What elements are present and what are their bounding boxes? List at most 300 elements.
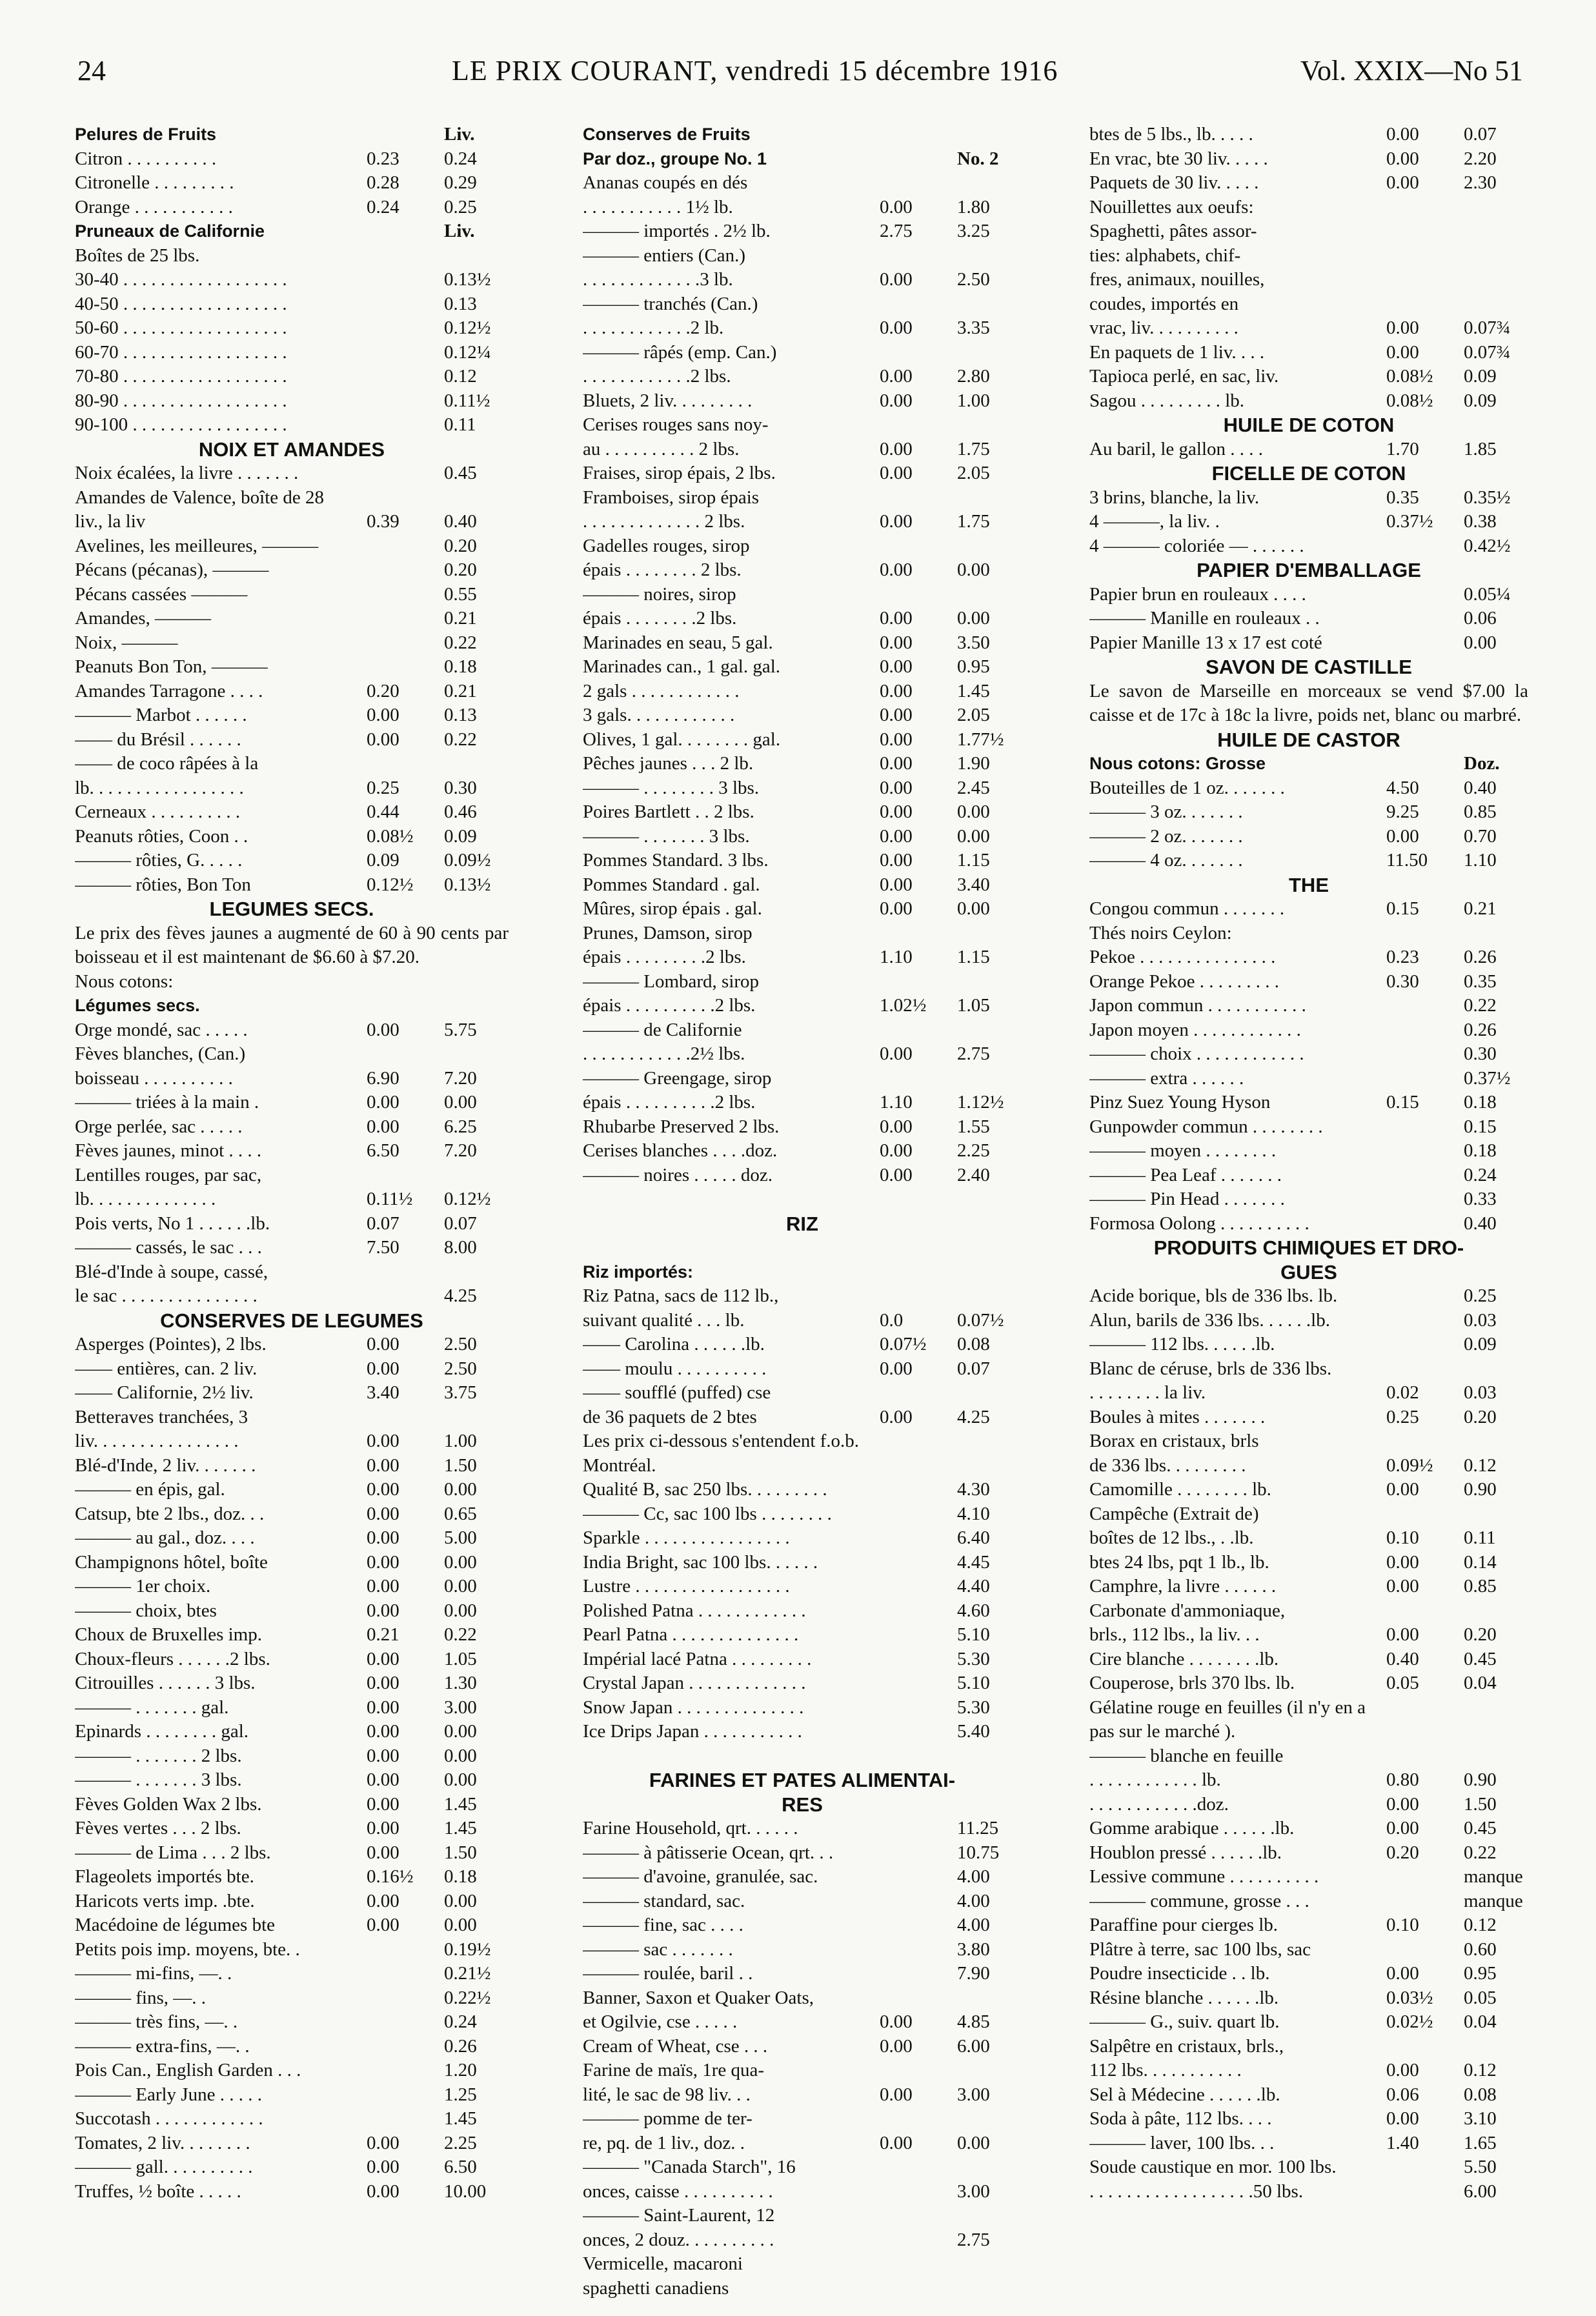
item-label: ——— Pin Head . . . . . . . xyxy=(1089,1189,1285,1209)
price-low: 0.44 xyxy=(367,801,399,822)
price-low: 0.00 xyxy=(367,1648,399,1669)
price-low: 0.00 xyxy=(367,1503,399,1524)
price-low: 0.11½ xyxy=(367,1189,413,1209)
item-label: coudes, importés en xyxy=(1089,293,1239,314)
price-row xyxy=(75,244,509,268)
price-row xyxy=(583,2131,1022,2156)
item-label: de 336 lbs. . . . . . . . . xyxy=(1089,1455,1246,1476)
item-label: ——— . . . . . . . . 3 lbs. xyxy=(583,777,760,798)
price-high: 7.20 xyxy=(444,1067,477,1089)
price-row xyxy=(75,1696,509,1720)
item-label: —— du Brésil . . . . . . xyxy=(75,729,241,750)
price-high: 2.50 xyxy=(957,269,990,290)
price-high: 1.15 xyxy=(957,947,990,967)
price-row xyxy=(75,1744,509,1769)
paragraph: Le savon de Marseille en morceaux se vend $7.00 la caisse et de 17c à 18c la livre, poids net, blanc ou marbré. xyxy=(1089,680,1528,725)
item-label: Lustre . . . . . . . . . . . . . . . . . xyxy=(583,1576,790,1596)
price-high: 0.13 xyxy=(444,293,477,314)
price-high: 3.25 xyxy=(957,221,990,241)
price-row xyxy=(1089,1962,1528,1986)
price-high: 0.11 xyxy=(444,414,476,435)
price-row xyxy=(583,534,1022,559)
price-low: 0.00 xyxy=(880,680,913,701)
price-high: 6.40 xyxy=(957,1527,990,1548)
price-high: 6.00 xyxy=(1464,2180,1497,2202)
price-row xyxy=(583,921,1022,946)
price-low: 0.00 xyxy=(367,1673,399,1693)
price-row xyxy=(1089,1551,1528,1575)
price-high: 2.30 xyxy=(1464,172,1497,193)
price-low: 0.06 xyxy=(1386,2084,1419,2105)
price-high: 0.90 xyxy=(1464,1479,1497,1500)
price-high: 6.00 xyxy=(957,2035,990,2057)
price-low: 0.00 xyxy=(367,1915,399,1935)
subheading-row xyxy=(583,123,1022,147)
item-label: ——— fine, sac . . . . xyxy=(583,1915,743,1935)
price-row xyxy=(583,1575,1022,1599)
price-high: 5.00 xyxy=(444,1527,477,1548)
item-label: ——— G., suiv. quart lb. xyxy=(1089,2011,1280,2032)
price-high: 0.30 xyxy=(444,777,477,798)
section-heading: CONSERVES DE LEGUMES xyxy=(160,1309,423,1332)
price-high: 2.40 xyxy=(957,1164,990,1185)
item-label: Papier Manille 13 x 17 est coté xyxy=(1089,632,1322,653)
price-high: 3.00 xyxy=(957,2180,990,2202)
item-label: ——— au gal., doz. . . . xyxy=(75,1527,255,1548)
item-label: Alun, barils de 336 lbs. . . . . .lb. xyxy=(1089,1309,1330,1331)
price-low: 0.00 xyxy=(880,366,913,387)
price-row xyxy=(1089,316,1528,341)
item-label: ——— . . . . . . . gal. xyxy=(75,1697,229,1718)
price-high: 0.14 xyxy=(1464,1551,1497,1573)
price-high: 0.25 xyxy=(444,196,477,217)
item-label: au . . . . . . . . . . 2 lbs. xyxy=(583,438,740,459)
item-label: Salpêtre en cristaux, brls., xyxy=(1089,2035,1284,2057)
price-low: 0.02 xyxy=(1386,1382,1419,1403)
price-high: 1.05 xyxy=(957,995,990,1016)
price-low: 6.50 xyxy=(367,1140,399,1161)
item-label: Petits pois imp. moyens, bte. . xyxy=(75,1938,300,1960)
price-row xyxy=(1089,1986,1528,2011)
price-high: 0.29 xyxy=(444,172,477,193)
price-high: 0.18 xyxy=(444,656,477,677)
price-low: 0.00 xyxy=(880,874,913,895)
price-row xyxy=(75,607,509,631)
price-row xyxy=(1089,1309,1528,1333)
item-label: Soude caustique en mor. 100 lbs. xyxy=(1089,2157,1337,2177)
price-high: 0.00 xyxy=(444,1769,477,1790)
price-row xyxy=(583,1696,1022,1720)
price-row xyxy=(583,292,1022,317)
price-row xyxy=(75,776,509,801)
price-high: 0.00 xyxy=(1464,632,1497,653)
price-row xyxy=(583,1720,1022,1744)
price-high: 0.18 xyxy=(444,1866,477,1887)
price-row xyxy=(75,1502,509,1527)
price-row xyxy=(583,1018,1022,1043)
price-low: 9.25 xyxy=(1386,801,1419,822)
price-high: 3.40 xyxy=(957,874,990,895)
price-column-2 xyxy=(583,123,1022,2301)
item-label: Gadelles rouges, sirop xyxy=(583,535,750,556)
item-label: En paquets de 1 liv. . . . xyxy=(1089,341,1265,363)
item-label: Les prix ci-dessous s'entendent f.o.b. xyxy=(583,1431,860,1451)
price-low: 2.75 xyxy=(880,221,913,241)
price-row xyxy=(583,171,1022,196)
price-high: 0.85 xyxy=(1464,1576,1497,1596)
price-high: 0.08 xyxy=(957,1334,990,1354)
item-label: re, pq. de 1 liv., doz. . xyxy=(583,2132,745,2153)
price-row xyxy=(583,631,1022,656)
price-high: 0.60 xyxy=(1464,1938,1497,1960)
price-row xyxy=(1089,583,1528,607)
price-row xyxy=(1089,631,1528,656)
price-low: 0.00 xyxy=(880,777,913,798)
price-high: 0.00 xyxy=(444,1576,477,1596)
price-row xyxy=(75,1357,509,1382)
price-low: 0.00 xyxy=(367,1721,399,1742)
price-high: 0.12½ xyxy=(444,1189,491,1209)
subheading-unit: Liv. xyxy=(444,124,475,145)
item-label: pas sur le marché ). xyxy=(1089,1721,1236,1742)
price-low: 0.00 xyxy=(1386,1818,1419,1838)
item-label: ——— fins, —. . xyxy=(75,1987,206,2008)
price-row xyxy=(75,1042,509,1067)
item-label: Au baril, le gallon . . . . xyxy=(1089,438,1264,459)
price-row xyxy=(583,1115,1022,1140)
item-label: Montréal. xyxy=(583,1455,656,1476)
price-row xyxy=(583,438,1022,462)
item-label: Pearl Patna . . . . . . . . . . . . . . xyxy=(583,1624,799,1645)
price-row xyxy=(75,583,509,607)
item-label: Choux de Bruxelles imp. xyxy=(75,1624,262,1645)
price-high: 0.09 xyxy=(1464,1334,1497,1354)
price-high: 1.25 xyxy=(444,2084,477,2105)
price-row xyxy=(1089,147,1528,172)
item-label: ——— entiers (Can.) xyxy=(583,245,746,266)
price-row xyxy=(75,316,509,341)
price-high: 0.90 xyxy=(1464,1769,1497,1790)
item-label: Pois verts, No 1 . . . . . .lb. xyxy=(75,1213,270,1234)
item-label: Polished Patna . . . . . . . . . . . . xyxy=(583,1600,806,1621)
price-high: 0.00 xyxy=(444,1745,477,1766)
item-label: Citronelle . . . . . . . . . xyxy=(75,172,234,193)
price-row xyxy=(583,1139,1022,1163)
price-row xyxy=(583,1163,1022,1188)
item-label: btes de 5 lbs., lb. . . . . xyxy=(1089,124,1253,145)
price-high: 1.75 xyxy=(957,511,990,532)
price-row xyxy=(75,1671,509,1696)
price-low: 1.40 xyxy=(1386,2132,1419,2153)
price-high: 1.90 xyxy=(957,753,990,774)
item-label: Congou commun . . . . . . . xyxy=(1089,898,1285,919)
price-row xyxy=(75,2107,509,2131)
price-row xyxy=(1089,244,1528,268)
item-label: Résine blanche . . . . . .lb. xyxy=(1089,1987,1279,2008)
price-low: 0.00 xyxy=(367,2157,399,2177)
item-label: Macédoine de légumes bte xyxy=(75,1915,276,1935)
price-high: 0.05 xyxy=(1464,1987,1497,2008)
price-low: 0.28 xyxy=(367,172,399,193)
item-label: Sparkle . . . . . . . . . . . . . . . . xyxy=(583,1527,790,1548)
item-label: . . . . . . . . . . . . .3 lb. xyxy=(583,269,733,290)
item-label: Gélatine rouge en feuilles (il n'y en a xyxy=(1089,1697,1366,1718)
item-label: —— Carolina . . . . . .lb. xyxy=(583,1334,765,1354)
price-high: 0.22 xyxy=(444,1624,477,1645)
item-label: Farine Household, qrt. . . . . . xyxy=(583,1818,798,1838)
price-row xyxy=(583,1526,1022,1551)
section-heading: SAVON DE CASTILLE xyxy=(1206,656,1412,678)
price-low: 0.00 xyxy=(880,1043,913,1064)
price-low: 0.20 xyxy=(367,680,399,701)
item-label: ——— noires . . . . . doz. xyxy=(583,1164,773,1185)
price-low: 0.08½ xyxy=(1386,390,1433,411)
price-row xyxy=(583,703,1022,728)
section-heading: THE xyxy=(1289,873,1329,896)
price-high: 0.20 xyxy=(1464,1406,1497,1427)
price-row xyxy=(75,1720,509,1744)
price-low: 0.00 xyxy=(880,196,913,217)
price-row xyxy=(1089,825,1528,849)
price-row xyxy=(583,1042,1022,1067)
price-low: 0.00 xyxy=(880,2011,913,2032)
price-high: 1.50 xyxy=(444,1842,477,1863)
price-high: 0.18 xyxy=(1464,1092,1497,1113)
price-high: 0.30 xyxy=(1464,1043,1497,1064)
price-low: 0.15 xyxy=(1386,1092,1419,1113)
item-label: . . . . . . . . . . . .2½ lbs. xyxy=(583,1043,745,1064)
price-row xyxy=(583,1091,1022,1115)
price-row xyxy=(75,1647,509,1672)
price-row xyxy=(1089,389,1528,414)
price-row xyxy=(1089,1333,1528,1357)
price-high: 1.75 xyxy=(957,438,990,459)
price-row xyxy=(583,655,1022,680)
price-row xyxy=(583,219,1022,244)
price-high: 0.46 xyxy=(444,801,477,822)
item-label: ——— très fins, —. . xyxy=(75,2011,238,2032)
price-high: 5.30 xyxy=(957,1697,990,1718)
price-high: 0.21 xyxy=(1464,898,1497,919)
price-row xyxy=(1089,1163,1528,1188)
item-label: Cerises rouges sans noy- xyxy=(583,414,769,435)
price-row xyxy=(583,316,1022,341)
price-high: 4.85 xyxy=(957,2011,990,2032)
item-label: ——— de Californie xyxy=(583,1019,742,1040)
price-high: 0.12 xyxy=(444,366,477,387)
price-row xyxy=(75,1575,509,1599)
price-row xyxy=(75,365,509,389)
price-row xyxy=(1089,1091,1528,1115)
price-low: 0.00 xyxy=(880,729,913,750)
price-low: 0.03½ xyxy=(1386,1987,1433,2008)
price-high: 1.65 xyxy=(1464,2132,1497,2153)
item-label: Cire blanche . . . . . . . .lb. xyxy=(1089,1648,1279,1669)
price-high: 1.30 xyxy=(444,1673,477,1693)
page-number: 24 xyxy=(77,55,106,86)
price-row xyxy=(583,1429,1022,1454)
price-high: 0.22 xyxy=(1464,995,1497,1016)
spacer xyxy=(583,1236,1022,1260)
section-heading: NOIX ET AMANDES xyxy=(198,438,385,461)
item-label: Carbonate d'ammoniaque, xyxy=(1089,1600,1286,1621)
price-high: 4.10 xyxy=(957,1503,990,1524)
price-row xyxy=(1089,994,1528,1018)
price-high: 1.00 xyxy=(957,390,990,411)
price-high: 2.50 xyxy=(444,1334,477,1354)
price-row xyxy=(75,1889,509,1914)
price-low: 0.00 xyxy=(367,1092,399,1113)
section-heading: PRODUITS CHIMIQUES ET DRO- xyxy=(1153,1236,1464,1259)
price-row xyxy=(75,1115,509,1140)
price-low: 0.00 xyxy=(367,729,399,750)
price-row xyxy=(1089,1526,1528,1551)
price-low: 0.39 xyxy=(367,511,399,532)
item-label: Acide borique, bls de 336 lbs. lb. xyxy=(1089,1285,1338,1306)
item-label: India Bright, sac 100 lbs. . . . . . xyxy=(583,1551,818,1573)
item-label: Pommes Standard . gal. xyxy=(583,874,760,895)
price-row xyxy=(75,1478,509,1502)
price-row xyxy=(583,2204,1022,2228)
price-low: 0.00 xyxy=(880,656,913,677)
price-low: 0.00 xyxy=(367,1576,399,1596)
price-row xyxy=(1089,1357,1528,1382)
price-low: 0.00 xyxy=(1386,1793,1419,1815)
price-low: 0.00 xyxy=(880,801,913,822)
price-row xyxy=(583,873,1022,898)
price-row xyxy=(583,2059,1022,2083)
item-label: ——— en épis, gal. xyxy=(75,1479,225,1500)
item-label: épais . . . . . . . .2 lbs. xyxy=(583,608,737,629)
price-row xyxy=(583,970,1022,994)
item-label: Sel à Médecine . . . . . .lb. xyxy=(1089,2084,1280,2105)
price-high: 0.85 xyxy=(1464,801,1497,822)
price-high: 0.00 xyxy=(444,1551,477,1573)
price-high: 0.26 xyxy=(1464,947,1497,967)
price-high: 0.70 xyxy=(1464,825,1497,847)
item-label: Rhubarbe Preserved 2 lbs. xyxy=(583,1116,780,1137)
price-high: 1.45 xyxy=(444,1818,477,1838)
item-label: 112 lbs. . . . . . . . . . . xyxy=(1089,2060,1242,2080)
price-row xyxy=(583,752,1022,776)
price-row xyxy=(583,486,1022,510)
price-high: 8.00 xyxy=(444,1237,477,1258)
price-low: 0.00 xyxy=(367,1697,399,1718)
price-high: manque xyxy=(1464,1890,1523,1911)
item-label: 2 gals . . . . . . . . . . . . xyxy=(583,680,740,701)
price-high: 4.40 xyxy=(957,1576,990,1596)
price-low: 0.00 xyxy=(880,317,913,338)
spacer xyxy=(583,1187,1022,1212)
price-row xyxy=(75,1599,509,1624)
price-high: 2.45 xyxy=(957,777,990,798)
price-row xyxy=(583,849,1022,873)
item-label: 50-60 . . . . . . . . . . . . . . . . . . xyxy=(75,317,287,338)
price-low: 0.0 xyxy=(880,1309,904,1331)
price-high: 0.00 xyxy=(957,801,990,822)
item-label: onces, 2 douz. . . . . . . . . . xyxy=(583,2229,774,2250)
price-high: 5.30 xyxy=(957,1648,990,1669)
item-label: 3 brins, blanche, la liv. xyxy=(1089,487,1260,508)
price-high: 5.10 xyxy=(957,1673,990,1693)
price-row xyxy=(583,825,1022,849)
price-high: 1.15 xyxy=(957,850,990,871)
price-high: 1.20 xyxy=(444,2060,477,2080)
price-row xyxy=(75,1865,509,1889)
price-high: 0.05¼ xyxy=(1464,583,1511,605)
price-low: 1.02½ xyxy=(880,995,927,1016)
price-low: 0.20 xyxy=(1386,1842,1419,1863)
item-label: ——— . . . . . . . 3 lbs. xyxy=(75,1769,242,1790)
item-label: Pêches jaunes . . . 2 lb. xyxy=(583,753,754,774)
price-high: 11.25 xyxy=(957,1818,999,1838)
item-label: Bouteilles de 1 oz. . . . . . . xyxy=(1089,777,1285,798)
item-label: Tapioca perlé, en sac, liv. xyxy=(1089,366,1279,387)
price-low: 1.10 xyxy=(880,1092,913,1113)
price-row xyxy=(583,2035,1022,2059)
item-label: de 36 paquets de 2 btes xyxy=(583,1406,757,1427)
price-high: 0.04 xyxy=(1464,2011,1497,2032)
price-high: 0.13 xyxy=(444,705,477,725)
price-high: 4.25 xyxy=(444,1285,477,1306)
price-low: 0.00 xyxy=(1386,1576,1419,1596)
item-label: ——— tranchés (Can.) xyxy=(583,293,758,314)
item-label: Flageolets importés bte. xyxy=(75,1866,254,1887)
price-row xyxy=(583,1623,1022,1647)
price-row xyxy=(75,873,509,898)
subheading-row xyxy=(75,994,509,1018)
price-row xyxy=(583,1647,1022,1672)
item-label: Snow Japan . . . . . . . . . . . . . . xyxy=(583,1697,804,1718)
section-heading: RES xyxy=(782,1793,823,1816)
price-high: 0.45 xyxy=(444,463,477,483)
price-low: 0.00 xyxy=(880,1406,913,1427)
item-label: Olives, 1 gal. . . . . . . . gal. xyxy=(583,729,781,750)
price-row xyxy=(1089,1502,1528,1527)
subheading-row xyxy=(1089,752,1528,776)
price-high: 1.50 xyxy=(444,1455,477,1476)
item-label: Pécans (pécanas), ——— xyxy=(75,559,269,580)
item-label: vrac, liv. . . . . . . . . . xyxy=(1089,317,1238,338)
price-row xyxy=(1089,196,1528,220)
price-row xyxy=(75,1187,509,1212)
price-row xyxy=(75,1139,509,1163)
price-low: 0.00 xyxy=(880,1358,913,1379)
price-high: 1.77½ xyxy=(957,729,1004,750)
subheading-label: Pruneaux de Californie xyxy=(75,221,265,241)
item-label: Truffes, ½ boîte . . . . . xyxy=(75,2180,241,2202)
item-label: ——— Manille en rouleaux . . xyxy=(1089,608,1320,629)
price-row xyxy=(75,2035,509,2059)
item-label: 70-80 . . . . . . . . . . . . . . . . . . xyxy=(75,366,287,387)
item-label: Citron . . . . . . . . . . xyxy=(75,148,217,169)
section-heading: HUILE DE COTON xyxy=(1223,414,1395,436)
price-low: 0.00 xyxy=(880,850,913,871)
price-row xyxy=(75,196,509,220)
item-label: ——— "Canada Starch", 16 xyxy=(583,2157,796,2177)
item-label: . . . . . . . . . . . .doz. xyxy=(1089,1793,1229,1815)
price-high: 0.00 xyxy=(957,608,990,629)
price-high: 1.55 xyxy=(957,1116,990,1137)
price-high: 0.95 xyxy=(1464,1963,1497,1984)
price-row xyxy=(75,825,509,849)
price-high: 3.80 xyxy=(957,1938,990,1960)
price-row xyxy=(75,1284,509,1309)
price-row xyxy=(1089,1744,1528,1769)
item-label: ——— choix, btes xyxy=(75,1600,217,1621)
price-high: 0.20 xyxy=(444,559,477,580)
price-high: 7.90 xyxy=(957,1963,990,1984)
